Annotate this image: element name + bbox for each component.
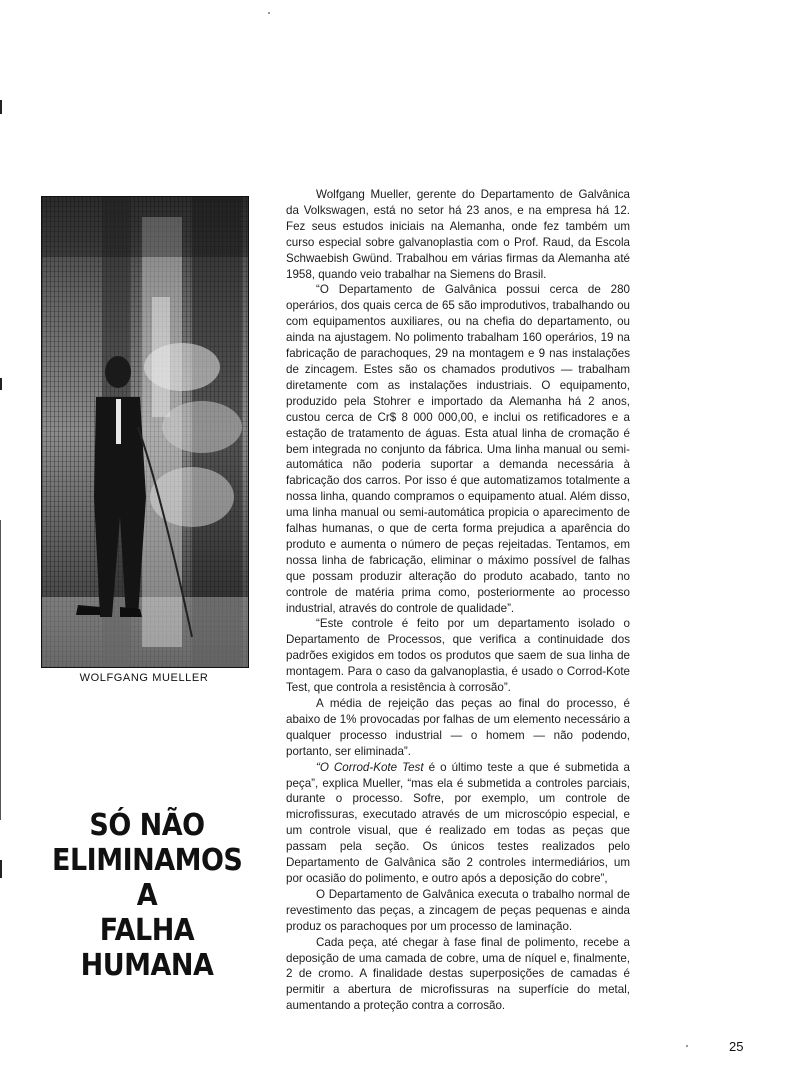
article-body [286, 187, 630, 1014]
photo-wolfgang-mueller [41, 196, 249, 668]
paragraph: A média de rejeição das peças ao final do processo, é abaixo de 1% provocadas por falhas de um elemento necessário a qualquer processo industrial — o homem — não podendo, portanto, ser eliminada”. [286, 697, 630, 758]
paragraph: Cada peça, até chegar à fase final de polimento, recebe a deposição de uma camada de cobre, uma de níquel e, finalmente, 2 de cromo. A finalidade destas superposições de camadas é permitir a abertura de microfissuras na superfície do metal, aumentando a proteção contra a corrosão. [286, 935, 630, 1013]
paragraph-text: é o último teste a que é submetida a peça”, explica Mueller, “mas ela é submetida a controles parciais, durante o processo. Sofre, por exemplo, um controle de microfissuras, executado através de um microscópio especial, e um controle visual, que é realizado em todas as peças que passam pela seção. Os únicos testes realizados pelo Departamento de Galvânica são 2 controles intermediários, um por ocasião do polimento, e outro após a deposição do cobre”, [286, 760, 630, 885]
page-number: 25 [729, 1039, 744, 1054]
scan-edge-mark [0, 860, 2, 878]
paragraph: O Departamento de Galvânica executa o trabalho normal de revestimento das peças, a zincagem de peças pequenas e ainda produz os parachoques por um processo de laminação. [286, 887, 630, 933]
paragraph [286, 760, 630, 887]
headline-line: A [136, 878, 158, 913]
paragraph: “O Departamento de Galvânica possui cerca de 280 operários, dos quais cerca de 65 são improdutivos, trabalhando ou com equipamentos auxiliares, ou na chefia do departamento, ou ainda na ajustagem. No polimento trabalham 160 operários, 19 na fabricação de parachoques, 29 na montagem e 9 nas instalações de zincagem. Estes são os chamados produtivos — trabalham diretamente com as instalações industriais. O equipamento, produzido pela Stohrer e importado da Alemanha há 2 anos, custou cerca de Cr$ 8 000 000,00, e inclui os retificadores e a estação de tratamento de águas. Esta atual linha de cromação é bem integrada no conjunto da fábrica. Uma linha manual ou semi-automática não poderia suportar a demanda necessária à fabricação dos carros. Por isso é que automatizamos totalmente a nossa linha, quando compramos o equipamento atual. Além disso, uma linha manual ou semi-automática propicia o aparecimento de falhas humanas, o que de certa forma prejudica a aparência do produto e aumenta o número de peças rejeitadas. Tentamos, em nossa linha de fabricação, eliminar o máximo possível de falhas que possam produzir alteração do produto acabado, tanto no controle de matéria prima como, posteriormente ao processo industrial, através do controle de qualidade”. [286, 283, 630, 615]
italic-test-name: “O Corrod-Kote Test [316, 760, 424, 774]
paragraph: “Este controle é feito por um departamento isolado o Departamento de Processos, que verifica a continuidade dos padrões exigidos em todos os produtos que saem de sua linha de montagem. Para o caso da galvanoplastia, é usado o Corrod-Kote Test, que controla a resistência à corrosão”. [286, 617, 630, 695]
scan-edge-mark [0, 100, 2, 114]
photo-illustration [42, 197, 248, 667]
scan-speck [686, 1045, 688, 1047]
headline-line: SÓ NÃO [89, 808, 205, 843]
scan-speck [268, 12, 270, 14]
paragraph: Wolfgang Mueller, gerente do Departamento de Galvânica da Volkswagen, está no setor há 23 anos, e na empresa há 12. Fez seus estudos iniciais na Alemanha, onde fez também um curso especial sobre galvanoplastia com o Prof. Raud, da Escola Schwaebish Gwünd. Trabalhou em várias firmas da Alemanha até 1958, quando veio trabalhar na Siemens do Brasil. [286, 188, 630, 281]
headline-line: HUMANA [80, 948, 214, 983]
photo-caption: WOLFGANG MUELLER [79, 672, 209, 684]
headline [52, 808, 242, 983]
scan-edge-mark [0, 378, 2, 390]
headline-line: FALHA [99, 913, 195, 948]
scan-edge-mark [0, 520, 1, 820]
headline-line: ELIMINAMOS [52, 843, 243, 878]
